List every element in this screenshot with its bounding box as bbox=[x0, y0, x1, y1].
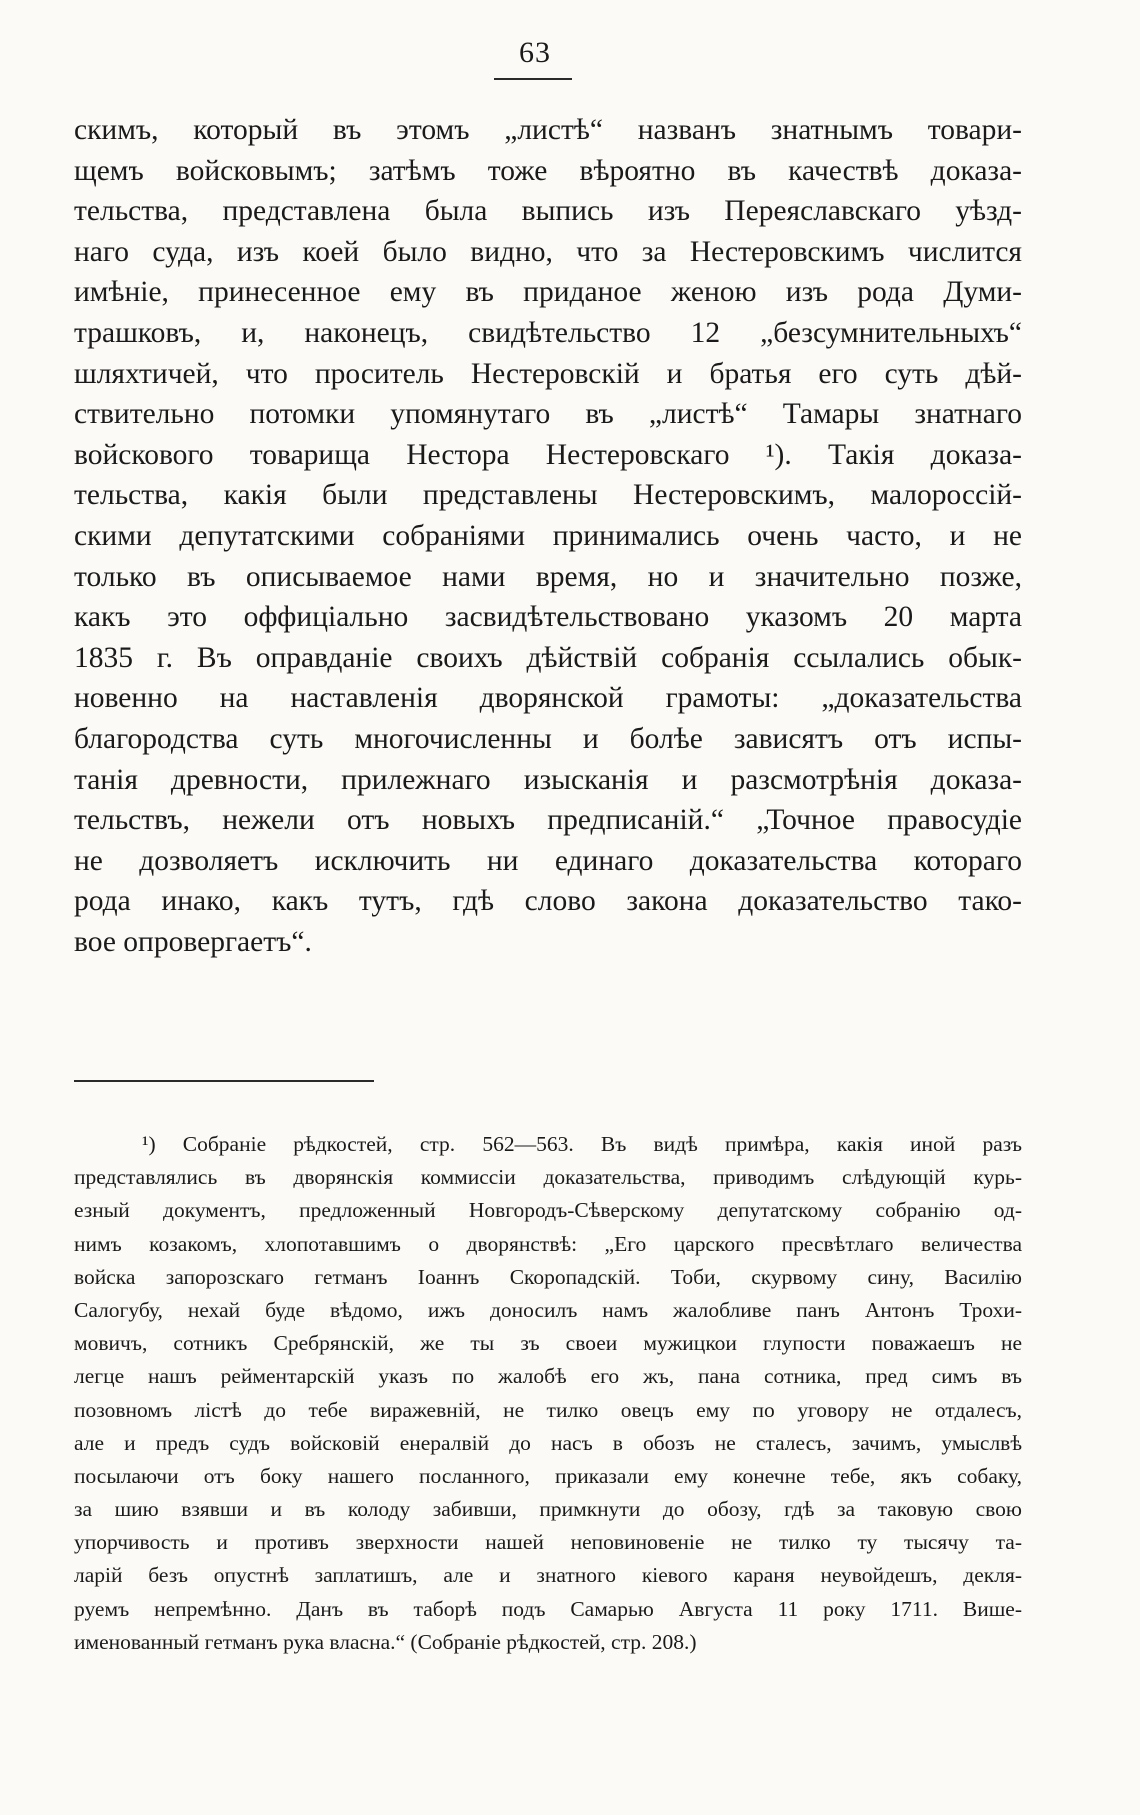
footnote-line: ¹) Собраніе рѣдкостей, стр. 562—563. Въ видѣ примѣра, какія иной разъ bbox=[142, 1132, 1022, 1156]
footnote-line: за шию взявши и въ колоду забивши, примкнути до обозу, гдѣ за таковую свою bbox=[74, 1497, 1022, 1522]
body-line: тельства, представлена была выпись изъ Переяславскаго уѣзд- bbox=[74, 195, 1022, 228]
body-line: вое опровергаетъ“. bbox=[74, 925, 312, 958]
footnote-line: мовичъ, сотникъ Сребрянскій, же ты зъ своеи мужицкои глупости поважаешъ не bbox=[74, 1331, 1022, 1356]
body-text bbox=[74, 110, 1022, 962]
body-line: 1835 г. Въ оправданіе своихъ дѣйствій собранія ссылались обык- bbox=[74, 641, 1022, 674]
footnote-separator bbox=[74, 1080, 374, 1082]
body-line: не дозволяетъ исключить ни единаго доказательства котораго bbox=[74, 844, 1022, 877]
page-number: 63 bbox=[519, 36, 551, 69]
footnote-line: именованный гетманъ рука власна.“ (Собраніе рѣдкостей, стр. 208.) bbox=[74, 1629, 697, 1654]
body-line: благородства суть многочисленны и болѣе зависятъ отъ испы- bbox=[74, 722, 1022, 755]
footnote-line: позовномъ лістѣ до тебе виражевній, не тилко овецъ ему по уговору не отдалесъ, bbox=[74, 1397, 1022, 1422]
footnote-line: езный документъ, предложенный Новгородъ-Сѣверскому депутатскому собранію од- bbox=[74, 1198, 1022, 1223]
body-line: имѣніе, принесенное ему въ приданое женою изъ рода Думи- bbox=[74, 276, 1022, 309]
footnote-line: ларій безъ опустнѣ заплатишъ, але и знатного кіевого караня неувойдешъ, декля- bbox=[74, 1563, 1022, 1588]
footnote-line: Салогубу, нехай буде вѣдомо, ижъ доносилъ намъ жалобливе панъ Антонъ Трохи- bbox=[74, 1297, 1022, 1322]
body-line: наго суда, изъ коей было видно, что за Нестеровскимъ числится bbox=[74, 235, 1022, 268]
footnote-line: але и предъ судъ войсковій енералвій до насъ в обозъ не сталесъ, зачимъ, умыслвѣ bbox=[74, 1430, 1022, 1455]
body-line: скими депутатскими собраніями принимались очень часто, и не bbox=[74, 519, 1022, 552]
body-line: трашковъ, и, наконецъ, свидѣтельство 12 „безсумнительныхъ“ bbox=[74, 316, 1022, 349]
footnote-line: легце нашъ рейментарскій указъ по жалобѣ его жъ, пана сотника, пред симъ въ bbox=[74, 1364, 1022, 1389]
body-line: только въ описываемое нами время, но и значительно позже, bbox=[74, 560, 1022, 593]
body-line: шляхтичей, что проситель Нестеровскій и братья его суть дѣй- bbox=[74, 357, 1022, 390]
body-line: скимъ, который въ этомъ „листѣ“ названъ знатнымъ товари- bbox=[74, 114, 1022, 146]
body-line: тельствъ, нежели отъ новыхъ предписаній.“ „Точное правосудіе bbox=[74, 804, 1022, 837]
body-line: новенно на наставленія дворянской грамоты: „доказательства bbox=[74, 682, 1022, 715]
footnote-line: упорчивость и противъ зверхности нашей неповиновеніе не тилко ту тысячу та- bbox=[74, 1530, 1022, 1555]
footnote-line: представлялись въ дворянскія коммиссіи доказательства, приводимъ слѣдующій курь- bbox=[74, 1165, 1022, 1190]
footnote-line: нимъ козакомъ, хлопотавшимъ о дворянствѣ: „Его царского пресвѣтлаго величества bbox=[74, 1231, 1022, 1256]
footnote-line: посылаючи отъ боку нашего посланного, приказали ему конечне тебе, якъ собаку, bbox=[74, 1463, 1022, 1488]
body-line: танія древности, прилежнаго изысканія и разсмотрѣнія доказа- bbox=[74, 763, 1022, 796]
body-line: щемъ войсковымъ; затѣмъ тоже вѣроятно въ качествѣ доказа- bbox=[74, 154, 1022, 187]
body-line: ствительно потомки упомянутаго въ „листѣ“ Тамары знатнаго bbox=[74, 398, 1022, 431]
footnote bbox=[74, 1128, 1022, 1659]
footnote-line: войска запорозскаго гетманъ Іоаннъ Скоропадскій. Тоби, скурвому сину, Василію bbox=[74, 1264, 1022, 1289]
body-line: войскового товарища Нестора Нестеровскаго ¹). Такія доказа- bbox=[74, 438, 1022, 471]
page-number-underline bbox=[494, 78, 572, 80]
body-line: какъ это оффиціально засвидѣтельствовано указомъ 20 марта bbox=[74, 601, 1022, 634]
body-line: тельства, какія были представлены Нестеровскимъ, малороссій- bbox=[74, 479, 1022, 512]
body-line: рода инако, какъ тутъ, гдѣ слово закона доказательство тако- bbox=[74, 885, 1022, 918]
footnote-line: руемъ непремѣнно. Данъ въ таборѣ подъ Самарью Августа 11 року 1711. Више- bbox=[74, 1596, 1022, 1621]
